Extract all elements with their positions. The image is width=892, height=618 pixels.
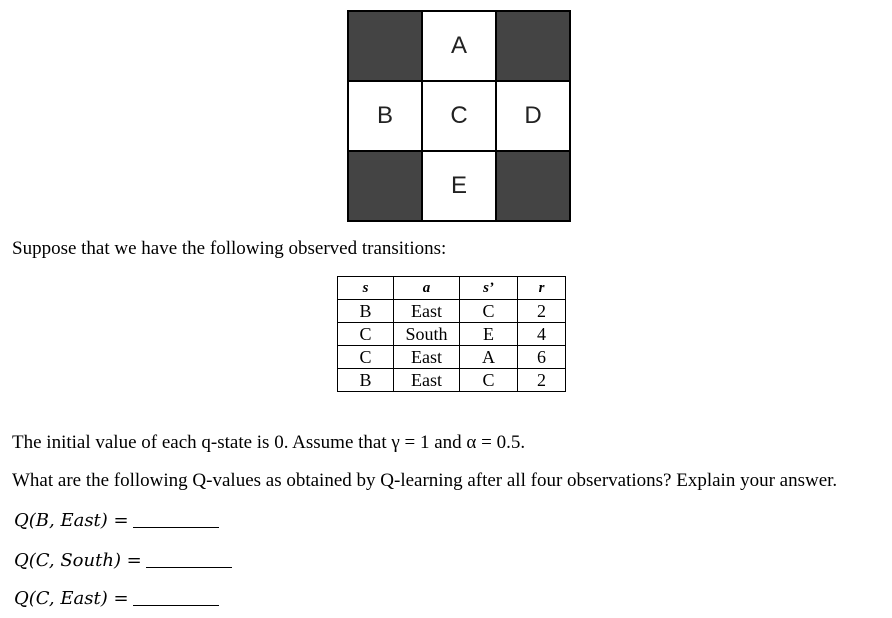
cell-r: 2 <box>518 369 566 392</box>
table-row <box>338 369 566 392</box>
header-a: a <box>394 277 460 300</box>
grid-cell-dark <box>497 12 569 80</box>
grid-cell-b: B <box>349 82 421 150</box>
grid-cell-c: C <box>423 82 495 150</box>
cell-s-prime: C <box>460 369 518 392</box>
grid-cell-dark <box>349 12 421 80</box>
intro-text: Suppose that we have the following observed transitions: <box>12 238 447 259</box>
initial-conditions-text: The initial value of each q-state is 0. Assume that γ = 1 and α = 0.5. <box>12 432 526 453</box>
cell-s: B <box>338 300 394 323</box>
header-s-prime: s’ <box>460 277 518 300</box>
grid-cell-d: D <box>497 82 569 150</box>
answer-blank[interactable] <box>133 526 219 528</box>
header-s: s <box>338 277 394 300</box>
grid-cell-e: E <box>423 152 495 220</box>
table-row <box>338 346 566 369</box>
cell-s: B <box>338 369 394 392</box>
grid-cell-a: A <box>423 12 495 80</box>
cell-a: East <box>394 346 460 369</box>
answer-blank[interactable] <box>133 604 219 606</box>
grid-cell-dark <box>349 152 421 220</box>
cell-s: C <box>338 346 394 369</box>
answer-line-q-c-south <box>14 550 232 572</box>
gridworld-figure <box>347 10 571 222</box>
transitions-table <box>337 276 566 392</box>
cell-r: 6 <box>518 346 566 369</box>
header-r: r <box>518 277 566 300</box>
cell-s-prime: C <box>460 300 518 323</box>
answer-label: Q(C, South) = <box>14 550 142 571</box>
table-row <box>338 300 566 323</box>
cell-s: C <box>338 323 394 346</box>
question-text: What are the following Q-values as obtained by Q-learning after all four observations? Explain your answer. <box>12 470 838 491</box>
answer-line-q-c-east <box>14 588 219 610</box>
grid-cell-dark <box>497 152 569 220</box>
cell-s-prime: E <box>460 323 518 346</box>
answer-label: Q(B, East) = <box>14 510 129 531</box>
cell-r: 4 <box>518 323 566 346</box>
cell-s-prime: A <box>460 346 518 369</box>
cell-a: East <box>394 369 460 392</box>
answer-label: Q(C, East) = <box>14 588 129 609</box>
cell-r: 2 <box>518 300 566 323</box>
cell-a: East <box>394 300 460 323</box>
cell-a: South <box>394 323 460 346</box>
table-row <box>338 323 566 346</box>
answer-blank[interactable] <box>146 566 232 568</box>
table-header-row <box>338 277 566 300</box>
answer-line-q-b-east <box>14 510 219 532</box>
